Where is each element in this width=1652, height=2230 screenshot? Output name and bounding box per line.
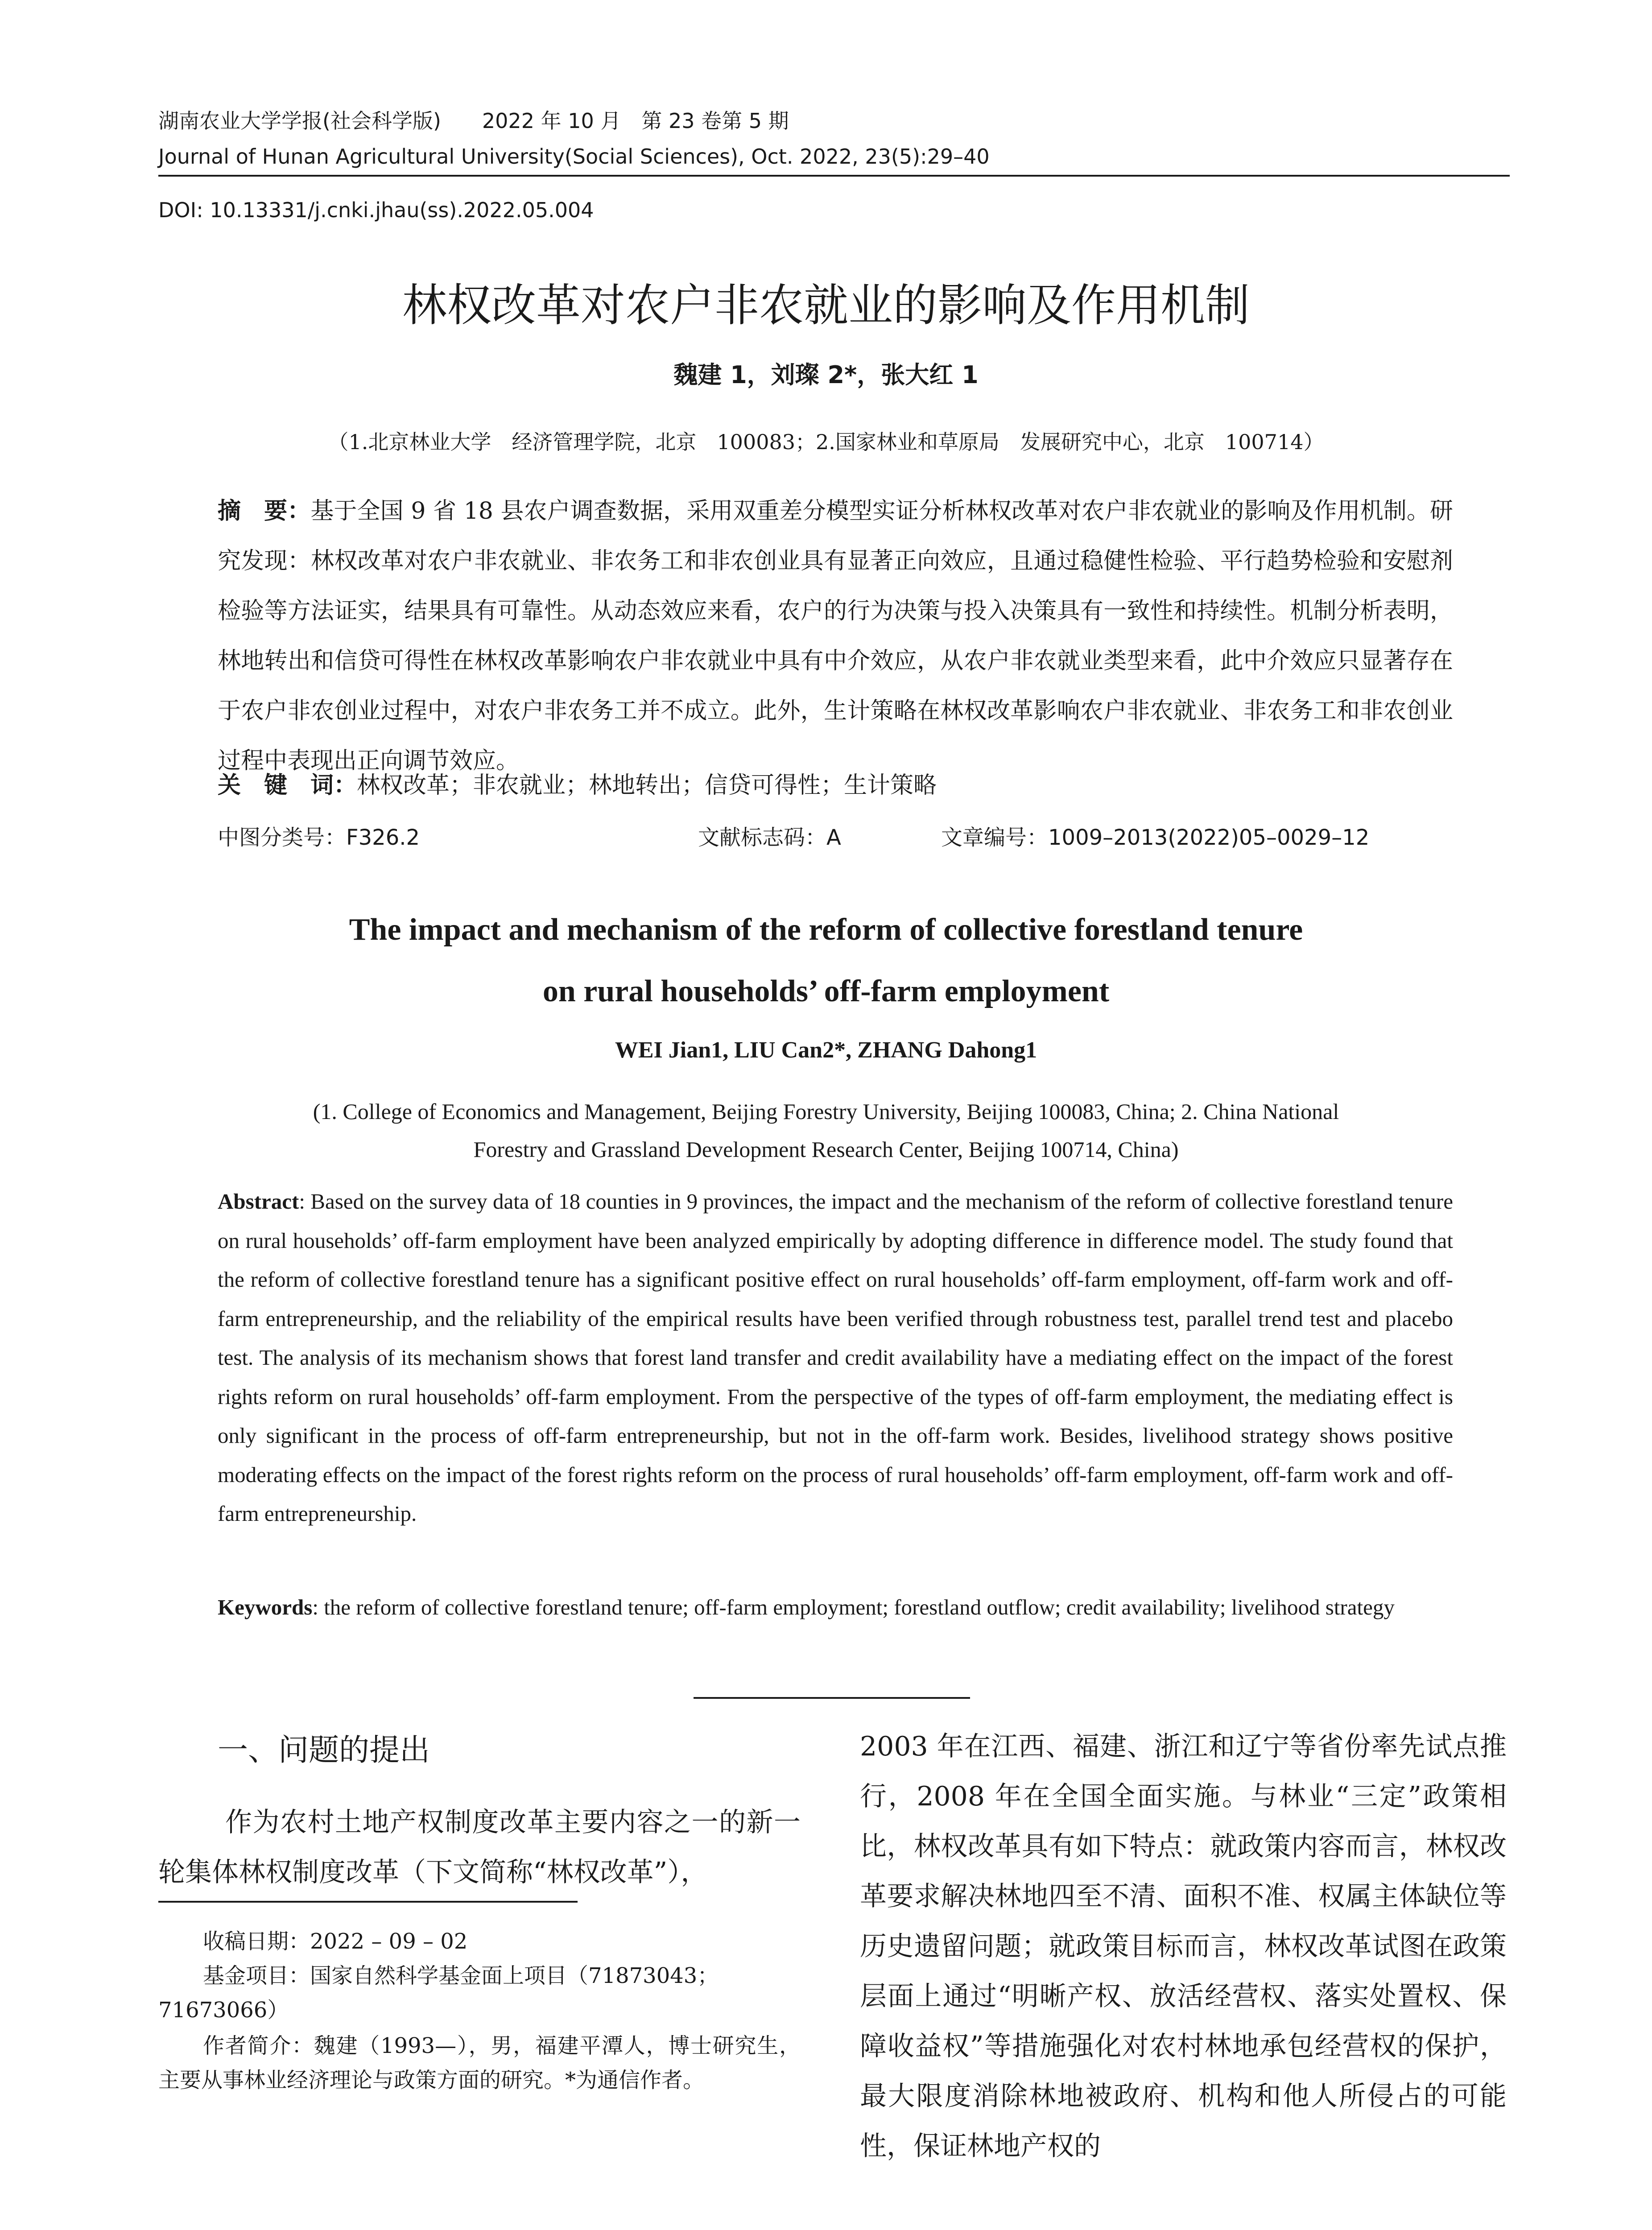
authors-en: WEI Jian1, LIU Can2*, ZHANG Dahong1	[615, 1037, 1037, 1063]
authors-cn: 魏建 1，刘璨 2*，张大红 1	[673, 361, 979, 389]
keywords-en-text: : the reform of collective forestland tenure; off-farm employment; forestland outflow; credit availability; livelihood strategy	[312, 1595, 1395, 1619]
affiliations-en-line2: Forestry and Grassland Development Research Center, Beijing 100714, China)	[473, 1137, 1179, 1162]
abstract-cn-text: 基于全国 9 省 18 县农户调查数据，采用双重差分模型实证分析林权改革对农户非农就业的影响及作用机制。研究发现：林权改革对农户非农就业、非农务工和非农创业具有显著正向效应，且通过稳健性检验、平行趋势检验和安慰剂检验等方法证实，结果具有可靠性。从动态效应来看，农户的行为决策与投入决策具有一致性和持续性。机制分析表明，林地转出和信贷可得性在林权改革影响农户非农就业中具有中介效应，从农户非农就业类型来看，此中介效应只显著存在于农户非农创业过程中，对农户非农务工并不成立。此外，生计策略在林权改革影响农户非农就业、非农务工和非农创业过程中表现出正向调节效应。	[218, 498, 1453, 774]
abstract-en-text: : Based on the survey data of 18 counties in 9 provinces, the impact and the mechanism of the reform of collective forestland tenure on rural households’ off-farm employment have been analyzed empirically by adopting difference in difference model. The study found that the reform of collective forestland tenure has a significant positive effect on rural households’ off-farm employment, off-farm work and off-farm entrepreneurship, and the reliability of the empirical results have been verified through robustness test, parallel trend test and placebo test. The analysis of its mechanism shows that forest land transfer and credit availability have a mediating effect on the impact of the forest rights reform on rural households’ off-farm employment. From the perspective of the types of off-farm employment, the mediating effect is only significant in the process of off-farm entrepreneurship, but not in the off-farm work. Besides, livelihood strategy shows positive moderating effects on the impact of the forest rights reform on the process of rural households’ off-farm employment, off-farm work and off-farm entrepreneurship.	[218, 1189, 1453, 1526]
affiliations-en-line1: (1. College of Economics and Management, Beijing Forestry University, Beijing 100083, China; 2. China National	[313, 1099, 1339, 1124]
keywords-cn	[218, 769, 937, 801]
keywords-cn-label: 关 键 词：	[218, 772, 357, 799]
title-cn: 林权改革对农户非农就业的影响及作用机制	[402, 279, 1250, 331]
keywords-en	[218, 1588, 1453, 1627]
footnote-funding: 基金项目：国家自然科学基金面上项目（71873043；	[203, 1963, 719, 1988]
journal-header-en: Journal of Hunan Agricultural University(Social Sciences), Oct. 2022, 23(5):29–40	[158, 145, 990, 169]
footnote-rule	[158, 1901, 578, 1903]
title-en-line2: on rural households’ off-farm employment	[542, 974, 1110, 1008]
footnote-funding-cont: 71673066）	[158, 1998, 289, 2023]
abstract-cn	[218, 486, 1453, 786]
body-para-left: 作为农村土地产权制度改革主要内容之一的新一轮集体林权制度改革（下文简称“林权改革”），	[158, 1807, 801, 1888]
keywords-cn-text: 林权改革；非农就业；林地转出；信贷可得性；生计策略	[357, 772, 937, 799]
abstract-en-label: Abstract	[218, 1189, 299, 1214]
document-code: 文献标志码：A	[698, 825, 841, 850]
doi: DOI: 10.13331/j.cnki.jhau(ss).2022.05.004	[158, 198, 594, 222]
section-heading: 一、问题的提出	[218, 1733, 430, 1768]
affiliations-cn: （1.北京林业大学 经济管理学院，北京 100083；2.国家林业和草原局 发展研究中心，北京 100714）	[328, 430, 1324, 454]
clc-number: 中图分类号：F326.2	[218, 825, 420, 850]
footnote-received: 收稿日期：2022 – 09 – 02	[203, 1929, 468, 1954]
keywords-en-label: Keywords	[218, 1595, 313, 1619]
abstract-en	[218, 1182, 1453, 1533]
header-rule	[158, 175, 1510, 177]
title-en-line1: The impact and mechanism of the reform of collective forestland tenure	[349, 913, 1303, 947]
article-number: 文章编号：1009–2013(2022)05–0029–12	[941, 825, 1370, 850]
footnote-author-bio: 作者简介：魏建（1993—），男，福建平潭人，博士研究生，主要从事林业经济理论与政策方面的研究。*为通信作者。	[158, 2033, 801, 2093]
body-para-right: 2003 年在江西、福建、浙江和辽宁等省份率先试点推行，2008 年在全国全面实施。与林业“三定”政策相比，林权改革具有如下特点：就政策内容而言，林权改革要求解决林地四至不清、面积不准、权属主体缺位等历史遗留问题；就政策目标而言，林权改革试图在政策层面上通过“明晰产权、放活经营权、落实处置权、保障收益权”等措施强化对农村林地承包经营权的保护，最大限度消除林地被政府、机构和他人所侵占的可能性，保证林地产权的	[860, 1731, 1507, 2162]
journal-header-cn: 湖南农业大学学报(社会科学版) 2022 年 10 月 第 23 卷第 5 期	[158, 109, 789, 133]
section-separator	[694, 1697, 970, 1699]
abstract-cn-label: 摘 要：	[218, 498, 311, 524]
